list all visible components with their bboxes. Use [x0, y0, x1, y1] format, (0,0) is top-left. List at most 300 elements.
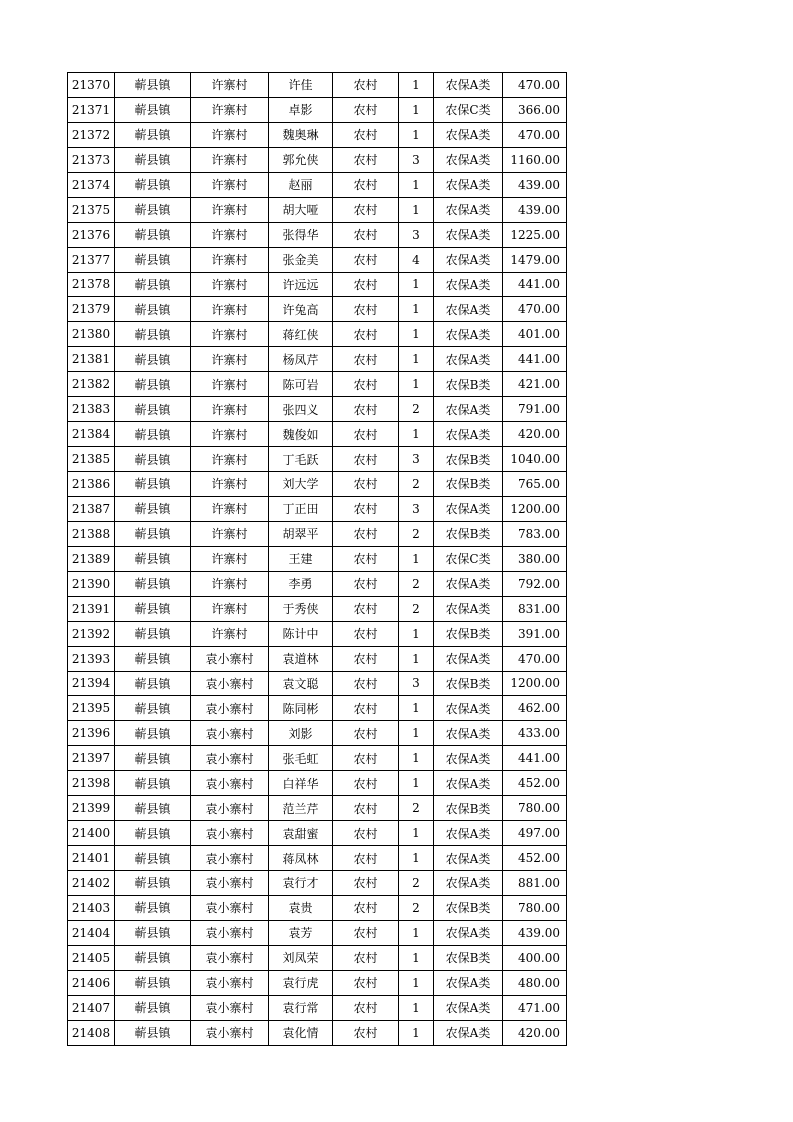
table-row: [68, 472, 567, 497]
cell-amount: 433.00: [503, 721, 567, 746]
cell-amount: 765.00: [503, 472, 567, 497]
cell-town: 蕲县镇: [115, 147, 191, 172]
cell-person-count: 1: [399, 821, 434, 846]
cell-person-count: 3: [399, 671, 434, 696]
cell-village: 袁小寨村: [191, 696, 269, 721]
cell-name: 蒋红侠: [269, 322, 333, 347]
table-row: [68, 995, 567, 1020]
cell-household-type: 农村: [333, 422, 399, 447]
cell-name: 袁文聪: [269, 671, 333, 696]
cell-village: 袁小寨村: [191, 746, 269, 771]
table-row: [68, 397, 567, 422]
cell-person-count: 1: [399, 546, 434, 571]
cell-serial-number: 21374: [68, 172, 115, 197]
table-row: [68, 422, 567, 447]
cell-household-type: 农村: [333, 746, 399, 771]
cell-household-type: 农村: [333, 147, 399, 172]
cell-serial-number: 21377: [68, 247, 115, 272]
table-row: [68, 796, 567, 821]
table-row: [68, 73, 567, 98]
cell-town: 蕲县镇: [115, 671, 191, 696]
cell-serial-number: 21395: [68, 696, 115, 721]
table-row: [68, 546, 567, 571]
cell-serial-number: 21381: [68, 347, 115, 372]
cell-town: 蕲县镇: [115, 696, 191, 721]
cell-household-type: 农村: [333, 222, 399, 247]
cell-household-type: 农村: [333, 172, 399, 197]
cell-village: 许寨村: [191, 496, 269, 521]
cell-town: 蕲县镇: [115, 1020, 191, 1045]
cell-town: 蕲县镇: [115, 871, 191, 896]
cell-insurance-category: 农保A类: [434, 347, 503, 372]
cell-household-type: 农村: [333, 546, 399, 571]
cell-name: 丁毛跃: [269, 447, 333, 472]
cell-person-count: 1: [399, 347, 434, 372]
cell-amount: 792.00: [503, 571, 567, 596]
cell-village: 袁小寨村: [191, 920, 269, 945]
cell-household-type: 农村: [333, 846, 399, 871]
cell-name: 袁化情: [269, 1020, 333, 1045]
cell-insurance-category: 农保A类: [434, 222, 503, 247]
cell-amount: 441.00: [503, 347, 567, 372]
cell-amount: 1200.00: [503, 671, 567, 696]
cell-person-count: 1: [399, 970, 434, 995]
cell-amount: 470.00: [503, 297, 567, 322]
table-row: [68, 297, 567, 322]
cell-household-type: 农村: [333, 721, 399, 746]
cell-amount: 452.00: [503, 846, 567, 871]
cell-serial-number: 21376: [68, 222, 115, 247]
cell-serial-number: 21391: [68, 596, 115, 621]
cell-name: 袁甜蜜: [269, 821, 333, 846]
cell-household-type: 农村: [333, 970, 399, 995]
cell-village: 袁小寨村: [191, 646, 269, 671]
cell-name: 张四义: [269, 397, 333, 422]
cell-insurance-category: 农保B类: [434, 472, 503, 497]
table-row: [68, 571, 567, 596]
table-row: [68, 322, 567, 347]
cell-name: 李勇: [269, 571, 333, 596]
cell-town: 蕲县镇: [115, 422, 191, 447]
cell-amount: 1160.00: [503, 147, 567, 172]
table-row: [68, 621, 567, 646]
cell-village: 许寨村: [191, 172, 269, 197]
cell-person-count: 2: [399, 397, 434, 422]
cell-town: 蕲县镇: [115, 796, 191, 821]
cell-amount: 400.00: [503, 945, 567, 970]
table-row: [68, 646, 567, 671]
cell-name: 袁贵: [269, 895, 333, 920]
cell-insurance-category: 农保B类: [434, 796, 503, 821]
cell-person-count: 1: [399, 422, 434, 447]
cell-name: 袁行常: [269, 995, 333, 1020]
table-row: [68, 895, 567, 920]
cell-town: 蕲县镇: [115, 247, 191, 272]
cell-town: 蕲县镇: [115, 945, 191, 970]
data-table: [67, 72, 567, 1046]
table-row: [68, 970, 567, 995]
table-row: [68, 671, 567, 696]
cell-person-count: 3: [399, 147, 434, 172]
cell-town: 蕲县镇: [115, 97, 191, 122]
table-row: [68, 247, 567, 272]
cell-serial-number: 21401: [68, 846, 115, 871]
cell-name: 陈可岩: [269, 372, 333, 397]
cell-town: 蕲县镇: [115, 322, 191, 347]
cell-serial-number: 21372: [68, 122, 115, 147]
cell-name: 张得华: [269, 222, 333, 247]
cell-village: 许寨村: [191, 397, 269, 422]
cell-amount: 1479.00: [503, 247, 567, 272]
cell-village: 许寨村: [191, 422, 269, 447]
cell-town: 蕲县镇: [115, 496, 191, 521]
cell-person-count: 2: [399, 895, 434, 920]
cell-village: 袁小寨村: [191, 771, 269, 796]
cell-name: 范兰芹: [269, 796, 333, 821]
cell-person-count: 2: [399, 571, 434, 596]
cell-person-count: 1: [399, 621, 434, 646]
cell-serial-number: 21393: [68, 646, 115, 671]
cell-amount: 462.00: [503, 696, 567, 721]
cell-insurance-category: 农保A类: [434, 771, 503, 796]
cell-household-type: 农村: [333, 447, 399, 472]
cell-town: 蕲县镇: [115, 920, 191, 945]
cell-name: 卓影: [269, 97, 333, 122]
cell-town: 蕲县镇: [115, 347, 191, 372]
cell-insurance-category: 农保A类: [434, 846, 503, 871]
cell-person-count: 1: [399, 746, 434, 771]
table-row: [68, 147, 567, 172]
cell-person-count: 1: [399, 696, 434, 721]
cell-village: 许寨村: [191, 272, 269, 297]
cell-amount: 497.00: [503, 821, 567, 846]
cell-person-count: 1: [399, 97, 434, 122]
table-row: [68, 222, 567, 247]
cell-amount: 881.00: [503, 871, 567, 896]
cell-name: 魏奥琳: [269, 122, 333, 147]
cell-amount: 366.00: [503, 97, 567, 122]
cell-person-count: 2: [399, 472, 434, 497]
cell-amount: 421.00: [503, 372, 567, 397]
cell-person-count: 1: [399, 122, 434, 147]
cell-name: 刘凤荣: [269, 945, 333, 970]
cell-insurance-category: 农保A类: [434, 397, 503, 422]
cell-town: 蕲县镇: [115, 721, 191, 746]
cell-serial-number: 21402: [68, 871, 115, 896]
cell-household-type: 农村: [333, 671, 399, 696]
cell-amount: 1200.00: [503, 496, 567, 521]
cell-insurance-category: 农保A类: [434, 496, 503, 521]
cell-village: 许寨村: [191, 322, 269, 347]
cell-village: 袁小寨村: [191, 1020, 269, 1045]
cell-household-type: 农村: [333, 771, 399, 796]
table-row: [68, 496, 567, 521]
cell-village: 袁小寨村: [191, 995, 269, 1020]
cell-person-count: 2: [399, 871, 434, 896]
table-row: [68, 920, 567, 945]
cell-name: 胡翠平: [269, 521, 333, 546]
cell-insurance-category: 农保A类: [434, 970, 503, 995]
cell-town: 蕲县镇: [115, 821, 191, 846]
cell-amount: 1040.00: [503, 447, 567, 472]
cell-amount: 401.00: [503, 322, 567, 347]
cell-name: 白祥华: [269, 771, 333, 796]
cell-person-count: 3: [399, 447, 434, 472]
table-row: [68, 721, 567, 746]
cell-serial-number: 21380: [68, 322, 115, 347]
cell-village: 许寨村: [191, 447, 269, 472]
cell-town: 蕲县镇: [115, 970, 191, 995]
cell-household-type: 农村: [333, 197, 399, 222]
cell-name: 刘影: [269, 721, 333, 746]
cell-village: 许寨村: [191, 197, 269, 222]
cell-serial-number: 21406: [68, 970, 115, 995]
cell-serial-number: 21398: [68, 771, 115, 796]
cell-person-count: 2: [399, 796, 434, 821]
cell-person-count: 1: [399, 272, 434, 297]
cell-household-type: 农村: [333, 895, 399, 920]
cell-town: 蕲县镇: [115, 546, 191, 571]
cell-name: 许兔高: [269, 297, 333, 322]
table-row: [68, 372, 567, 397]
cell-serial-number: 21387: [68, 496, 115, 521]
cell-name: 陈计中: [269, 621, 333, 646]
cell-insurance-category: 农保A类: [434, 596, 503, 621]
cell-person-count: 1: [399, 995, 434, 1020]
cell-person-count: 1: [399, 197, 434, 222]
cell-village: 许寨村: [191, 147, 269, 172]
cell-name: 袁行虎: [269, 970, 333, 995]
cell-amount: 783.00: [503, 521, 567, 546]
cell-serial-number: 21389: [68, 546, 115, 571]
cell-person-count: 1: [399, 297, 434, 322]
cell-insurance-category: 农保A类: [434, 995, 503, 1020]
cell-household-type: 农村: [333, 995, 399, 1020]
cell-amount: 1225.00: [503, 222, 567, 247]
cell-name: 胡大哑: [269, 197, 333, 222]
cell-serial-number: 21370: [68, 73, 115, 98]
cell-person-count: 3: [399, 496, 434, 521]
cell-name: 袁行才: [269, 871, 333, 896]
cell-insurance-category: 农保A类: [434, 247, 503, 272]
cell-insurance-category: 农保A类: [434, 571, 503, 596]
cell-name: 袁芳: [269, 920, 333, 945]
cell-name: 赵丽: [269, 172, 333, 197]
cell-person-count: 1: [399, 846, 434, 871]
cell-amount: 780.00: [503, 796, 567, 821]
cell-village: 许寨村: [191, 571, 269, 596]
cell-village: 袁小寨村: [191, 895, 269, 920]
cell-household-type: 农村: [333, 945, 399, 970]
cell-serial-number: 21403: [68, 895, 115, 920]
table-row: [68, 696, 567, 721]
cell-town: 蕲县镇: [115, 297, 191, 322]
cell-town: 蕲县镇: [115, 895, 191, 920]
table-row: [68, 821, 567, 846]
cell-serial-number: 21394: [68, 671, 115, 696]
cell-village: 许寨村: [191, 372, 269, 397]
cell-person-count: 1: [399, 646, 434, 671]
cell-insurance-category: 农保B类: [434, 447, 503, 472]
cell-name: 陈同彬: [269, 696, 333, 721]
cell-serial-number: 21378: [68, 272, 115, 297]
cell-town: 蕲县镇: [115, 73, 191, 98]
cell-household-type: 农村: [333, 472, 399, 497]
cell-insurance-category: 农保A类: [434, 73, 503, 98]
cell-insurance-category: 农保C类: [434, 97, 503, 122]
cell-person-count: 2: [399, 521, 434, 546]
cell-name: 许远远: [269, 272, 333, 297]
cell-serial-number: 21400: [68, 821, 115, 846]
cell-town: 蕲县镇: [115, 846, 191, 871]
table-row: [68, 1020, 567, 1045]
cell-serial-number: 21375: [68, 197, 115, 222]
cell-insurance-category: 农保A类: [434, 871, 503, 896]
cell-village: 许寨村: [191, 73, 269, 98]
cell-person-count: 4: [399, 247, 434, 272]
cell-town: 蕲县镇: [115, 372, 191, 397]
cell-village: 许寨村: [191, 297, 269, 322]
cell-serial-number: 21382: [68, 372, 115, 397]
cell-serial-number: 21397: [68, 746, 115, 771]
cell-amount: 780.00: [503, 895, 567, 920]
cell-household-type: 农村: [333, 347, 399, 372]
cell-person-count: 1: [399, 945, 434, 970]
table-row: [68, 447, 567, 472]
cell-serial-number: 21379: [68, 297, 115, 322]
cell-amount: 791.00: [503, 397, 567, 422]
cell-village: 袁小寨村: [191, 945, 269, 970]
cell-insurance-category: 农保A类: [434, 920, 503, 945]
cell-household-type: 农村: [333, 297, 399, 322]
cell-amount: 420.00: [503, 422, 567, 447]
cell-name: 蒋凤林: [269, 846, 333, 871]
cell-amount: 441.00: [503, 272, 567, 297]
cell-amount: 470.00: [503, 122, 567, 147]
cell-serial-number: 21371: [68, 97, 115, 122]
cell-amount: 480.00: [503, 970, 567, 995]
cell-insurance-category: 农保B类: [434, 621, 503, 646]
cell-serial-number: 21386: [68, 472, 115, 497]
cell-insurance-category: 农保A类: [434, 1020, 503, 1045]
table-row: [68, 746, 567, 771]
cell-serial-number: 21404: [68, 920, 115, 945]
cell-amount: 420.00: [503, 1020, 567, 1045]
cell-town: 蕲县镇: [115, 397, 191, 422]
cell-insurance-category: 农保A类: [434, 172, 503, 197]
cell-village: 袁小寨村: [191, 796, 269, 821]
cell-town: 蕲县镇: [115, 621, 191, 646]
cell-name: 许佳: [269, 73, 333, 98]
cell-village: 许寨村: [191, 521, 269, 546]
cell-town: 蕲县镇: [115, 447, 191, 472]
cell-village: 许寨村: [191, 546, 269, 571]
cell-household-type: 农村: [333, 796, 399, 821]
cell-town: 蕲县镇: [115, 222, 191, 247]
cell-amount: 441.00: [503, 746, 567, 771]
cell-village: 袁小寨村: [191, 671, 269, 696]
cell-insurance-category: 农保A类: [434, 272, 503, 297]
cell-village: 许寨村: [191, 347, 269, 372]
table-row: [68, 122, 567, 147]
cell-household-type: 农村: [333, 646, 399, 671]
cell-name: 王建: [269, 546, 333, 571]
cell-insurance-category: 农保A类: [434, 721, 503, 746]
table-row: [68, 596, 567, 621]
cell-insurance-category: 农保A类: [434, 422, 503, 447]
cell-name: 郭允侠: [269, 147, 333, 172]
table-row: [68, 197, 567, 222]
cell-name: 于秀侠: [269, 596, 333, 621]
cell-village: 袁小寨村: [191, 970, 269, 995]
cell-household-type: 农村: [333, 397, 399, 422]
cell-serial-number: 21383: [68, 397, 115, 422]
cell-town: 蕲县镇: [115, 596, 191, 621]
cell-household-type: 农村: [333, 871, 399, 896]
cell-household-type: 农村: [333, 696, 399, 721]
cell-person-count: 1: [399, 322, 434, 347]
cell-town: 蕲县镇: [115, 771, 191, 796]
cell-person-count: 1: [399, 721, 434, 746]
cell-name: 刘大学: [269, 472, 333, 497]
cell-amount: 471.00: [503, 995, 567, 1020]
cell-village: 许寨村: [191, 247, 269, 272]
cell-household-type: 农村: [333, 496, 399, 521]
cell-amount: 439.00: [503, 920, 567, 945]
cell-insurance-category: 农保A类: [434, 646, 503, 671]
cell-amount: 470.00: [503, 646, 567, 671]
cell-insurance-category: 农保A类: [434, 696, 503, 721]
cell-village: 许寨村: [191, 596, 269, 621]
cell-household-type: 农村: [333, 272, 399, 297]
table-row: [68, 871, 567, 896]
cell-amount: 391.00: [503, 621, 567, 646]
cell-amount: 452.00: [503, 771, 567, 796]
cell-town: 蕲县镇: [115, 197, 191, 222]
cell-serial-number: 21408: [68, 1020, 115, 1045]
cell-person-count: 1: [399, 172, 434, 197]
cell-amount: 380.00: [503, 546, 567, 571]
cell-name: 丁正田: [269, 496, 333, 521]
cell-insurance-category: 农保B类: [434, 945, 503, 970]
cell-insurance-category: 农保A类: [434, 746, 503, 771]
cell-name: 魏俊如: [269, 422, 333, 447]
cell-serial-number: 21384: [68, 422, 115, 447]
cell-household-type: 农村: [333, 821, 399, 846]
cell-amount: 439.00: [503, 197, 567, 222]
cell-town: 蕲县镇: [115, 172, 191, 197]
cell-person-count: 1: [399, 1020, 434, 1045]
cell-household-type: 农村: [333, 247, 399, 272]
cell-household-type: 农村: [333, 372, 399, 397]
cell-town: 蕲县镇: [115, 571, 191, 596]
cell-household-type: 农村: [333, 521, 399, 546]
cell-name: 袁道林: [269, 646, 333, 671]
cell-household-type: 农村: [333, 1020, 399, 1045]
table-row: [68, 172, 567, 197]
cell-insurance-category: 农保B类: [434, 671, 503, 696]
cell-person-count: 1: [399, 372, 434, 397]
cell-household-type: 农村: [333, 920, 399, 945]
cell-person-count: 1: [399, 920, 434, 945]
cell-insurance-category: 农保A类: [434, 122, 503, 147]
cell-amount: 470.00: [503, 73, 567, 98]
cell-serial-number: 21405: [68, 945, 115, 970]
cell-town: 蕲县镇: [115, 122, 191, 147]
cell-village: 许寨村: [191, 97, 269, 122]
cell-household-type: 农村: [333, 73, 399, 98]
table-row: [68, 771, 567, 796]
